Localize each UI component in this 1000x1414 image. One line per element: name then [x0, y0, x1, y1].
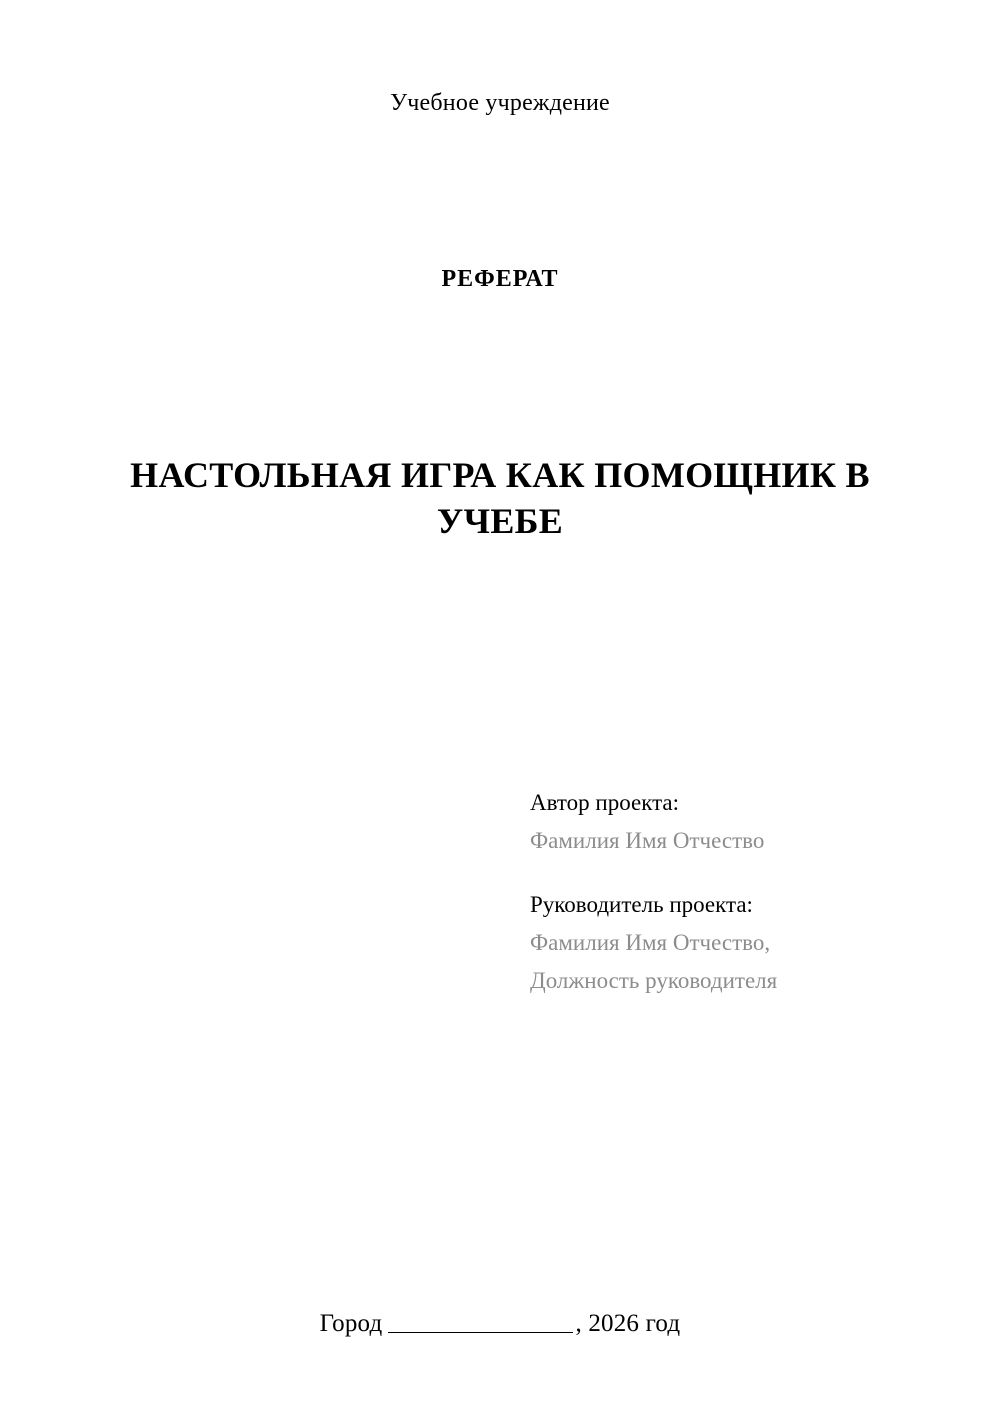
footer-city-year: [0, 1307, 1000, 1338]
author-label: Автор проекта:: [530, 790, 679, 815]
document-type-heading: РЕФЕРАТ: [441, 266, 559, 292]
institution-line: Учебное учреждение: [390, 90, 610, 116]
supervisor-value-position: Должность руководителя: [530, 967, 778, 993]
supervisor-label: Руководитель проекта:: [530, 891, 753, 917]
credits-block: [530, 784, 930, 1000]
author-value: Фамилия Имя Отчество: [530, 827, 765, 853]
city-label: Город: [319, 1310, 383, 1337]
supervisor-group: [530, 886, 930, 1000]
author-group: [530, 784, 930, 860]
year-text: , 2026 год: [575, 1310, 681, 1337]
supervisor-value-name: Фамилия Имя Отчество,: [530, 929, 771, 955]
page-title: НАСТОЛЬНАЯ ИГРА КАК ПОМОЩНИК В УЧЕБЕ: [130, 455, 870, 542]
city-blank-line: [388, 1307, 573, 1333]
